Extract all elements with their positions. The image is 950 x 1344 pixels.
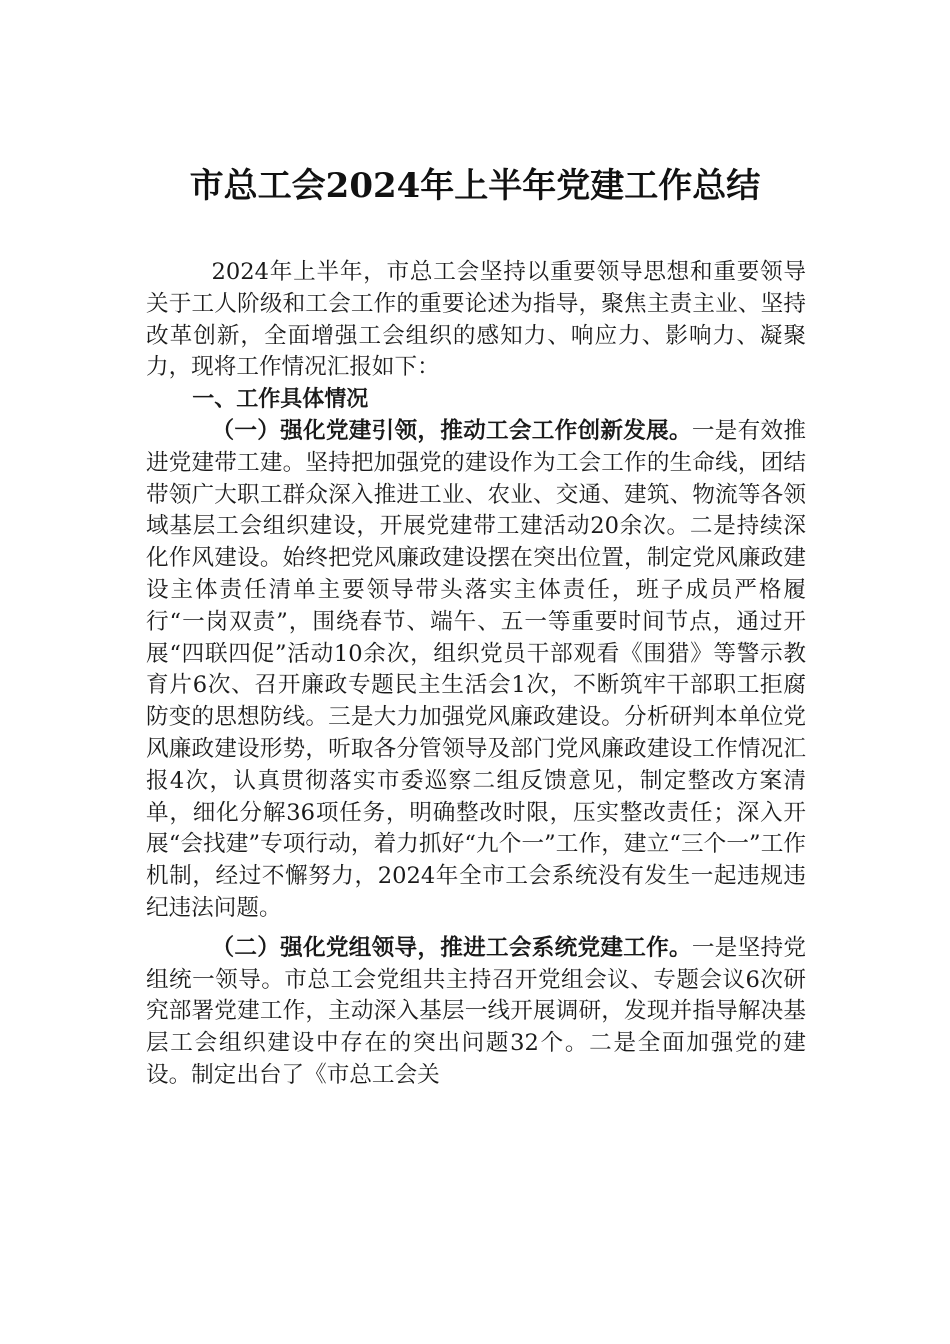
part2-text: 一是坚持党组统一领导。市总工会党组共主持召开党组会议、专题会议6次研究部署党建工作，主动深入基层一线开展调研，发现并指导解决基层工会组织建设中存在的突出问题32个。二是全面加强党的建设。制定出台了《市总工会关 [146,934,806,1088]
intro-paragraph: 2024年上半年，市总工会坚持以重要领导思想和重要领导关于工人阶级和工会工作的重要论述为指导，聚焦主责主业、坚持改革创新，全面增强工会组织的感知力、响应力、影响力、凝聚力，现将工作情况汇报如下： [146,259,806,381]
section-heading: 一、工作具体情况 [192,387,369,413]
part2-heading: （二）强化党组领导，推进工会系统党建工作。 [211,934,692,961]
part1-heading: （一）强化党建引领，推动工会工作创新发展。 [211,417,692,444]
part1-text: 一是有效推进党建带工建。坚持把加强党的建设作为工会工作的生命线，团结带领广大职工群众深入推进工业、农业、交通、建筑、物流等各领域基层工会组织建设，开展党建带工建活动20余次。二是持续深化作风建设。始终把党风廉政建设摆在突出位置，制定党风廉政建设主体责任清单主要领导带头落实主体责任，班子成员严格履行“一岗双责”，围绕春节、端午、五一等重要时间节点，通过开展“四联四促”活动10余次，组织党员干部观看《围猎》等警示教育片6次、召开廉政专题民主生活会1次，不断筑牢干部职工拒腐防变的思想防线。三是大力加强党风廉政建设。分析研判本单位党风廉政建设形势，听取各分管领导及部门党风廉政建设工作情况汇报4次，认真贯彻落实市委巡察二组反馈意见，制定整改方案清单，细化分解36项任务，明确整改时限，压实整改责任；深入开展“会找建”专项行动，着力抓好“九个一”工作，建立“三个一”工作机制，经过不懈努力，2024年全市工会系统没有发生一起违规违纪违法问题。 [146,417,806,921]
document-body [146,257,806,1092]
part1-paragraph [146,416,806,925]
part2-paragraph [146,933,806,1092]
document-title: 市总工会2024年上半年党建工作总结 [189,166,761,206]
